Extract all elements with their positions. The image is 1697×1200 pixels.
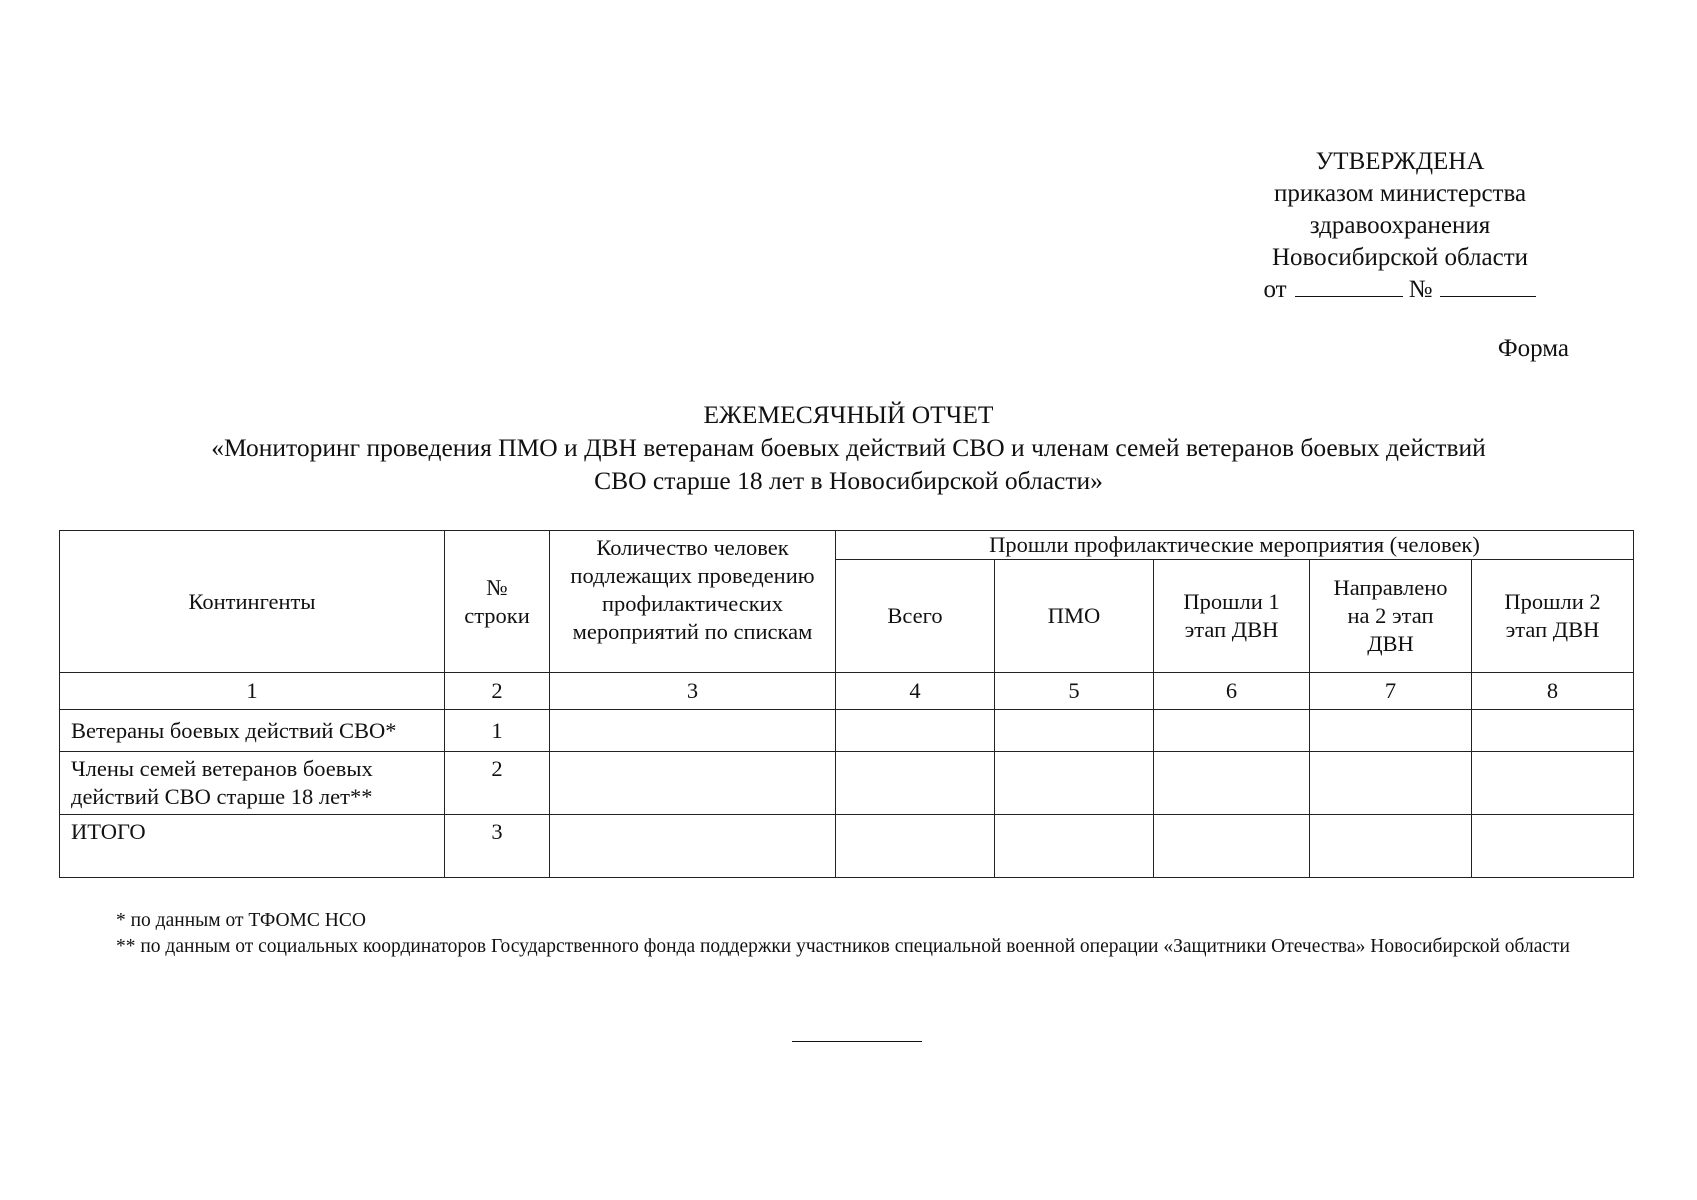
- approval-date-number-line: [1240, 274, 1560, 306]
- data-cell[interactable]: [1472, 815, 1634, 878]
- table-row: [60, 815, 1634, 878]
- data-cell[interactable]: [995, 752, 1154, 815]
- column-number: 8: [1472, 673, 1634, 710]
- data-cell[interactable]: [1154, 710, 1310, 752]
- approval-region-line: Новосибирской области: [1271, 244, 1529, 271]
- column-number: 4: [836, 673, 995, 710]
- row-number: 2: [445, 752, 550, 815]
- column-numbers-row: [60, 673, 1634, 710]
- report-title-subject-2: СВО старше 18 лет в Новосибирской области»: [594, 466, 1103, 495]
- row-label: Ветераны боевых действий СВО*: [60, 710, 445, 752]
- header-pmo: ПМО: [995, 560, 1154, 673]
- data-cell[interactable]: [1472, 752, 1634, 815]
- data-cell[interactable]: [1472, 710, 1634, 752]
- row-number: 3: [445, 815, 550, 878]
- number-blank-field[interactable]: [1440, 274, 1536, 297]
- report-title: [120, 398, 1577, 497]
- approval-stamp: [1240, 146, 1560, 306]
- approval-ministry-line: здравоохранения: [1309, 212, 1491, 239]
- header-contingents: Контингенты: [60, 531, 445, 673]
- header-dvn-stage1: Прошли 1 этап ДВН: [1154, 560, 1310, 673]
- header-to-be-covered: Количество человек подлежащих проведению профилактических мероприятий по спискам: [550, 531, 836, 673]
- header-dvn-stage2: Прошли 2 этап ДВН: [1472, 560, 1634, 673]
- table-row: [60, 752, 1634, 815]
- footnote-2: ** по данным от социальных координаторов Государственного фонда поддержки участников специальной военной операции «Защитники Отечества» Новосибирской области: [116, 936, 1570, 957]
- date-prefix: от: [1263, 276, 1287, 303]
- table-row: [60, 710, 1634, 752]
- header-row-1: [60, 531, 1634, 560]
- end-divider: [792, 1041, 922, 1042]
- header-passed-group: Прошли профилактические мероприятия (человек): [836, 531, 1634, 560]
- data-cell[interactable]: [1154, 815, 1310, 878]
- column-number: 1: [60, 673, 445, 710]
- footnotes: [116, 908, 1598, 960]
- approval-order-line: приказом министерства: [1273, 180, 1527, 207]
- row-label: ИТОГО: [60, 815, 445, 878]
- data-cell[interactable]: [550, 710, 836, 752]
- header-total: Всего: [836, 560, 995, 673]
- data-cell[interactable]: [1310, 752, 1472, 815]
- column-number: 7: [1310, 673, 1472, 710]
- data-cell[interactable]: [1310, 815, 1472, 878]
- data-cell[interactable]: [550, 752, 836, 815]
- data-cell[interactable]: [550, 815, 836, 878]
- column-number: 3: [550, 673, 836, 710]
- header-directed-stage2: Направлено на 2 этап ДВН: [1310, 560, 1472, 673]
- form-label: Форма: [1497, 335, 1569, 362]
- row-label: Члены семей ветеранов боевых действий СВО старше 18 лет**: [60, 752, 445, 815]
- column-number: 2: [445, 673, 550, 710]
- footnote-1: * по данным от ТФОМС НСО: [116, 910, 366, 931]
- approval-title: УТВЕРЖДЕНА: [1315, 148, 1485, 175]
- report-title-subject-1: «Мониторинг проведения ПМО и ДВН ветеранам боевых действий СВО и членам семей ветеранов боевых действий: [211, 433, 1486, 462]
- column-number: 6: [1154, 673, 1310, 710]
- column-number: 5: [995, 673, 1154, 710]
- data-cell[interactable]: [1310, 710, 1472, 752]
- number-sign: №: [1408, 276, 1433, 303]
- data-cell[interactable]: [836, 752, 995, 815]
- header-row-number: № строки: [445, 531, 550, 673]
- data-cell[interactable]: [1154, 752, 1310, 815]
- data-cell[interactable]: [836, 815, 995, 878]
- data-cell[interactable]: [836, 710, 995, 752]
- report-table: [59, 530, 1634, 878]
- data-cell[interactable]: [995, 710, 1154, 752]
- report-title-heading: ЕЖЕМЕСЯЧНЫЙ ОТЧЕТ: [703, 400, 994, 429]
- data-cell[interactable]: [995, 815, 1154, 878]
- row-number: 1: [445, 710, 550, 752]
- date-blank-field[interactable]: [1295, 274, 1403, 297]
